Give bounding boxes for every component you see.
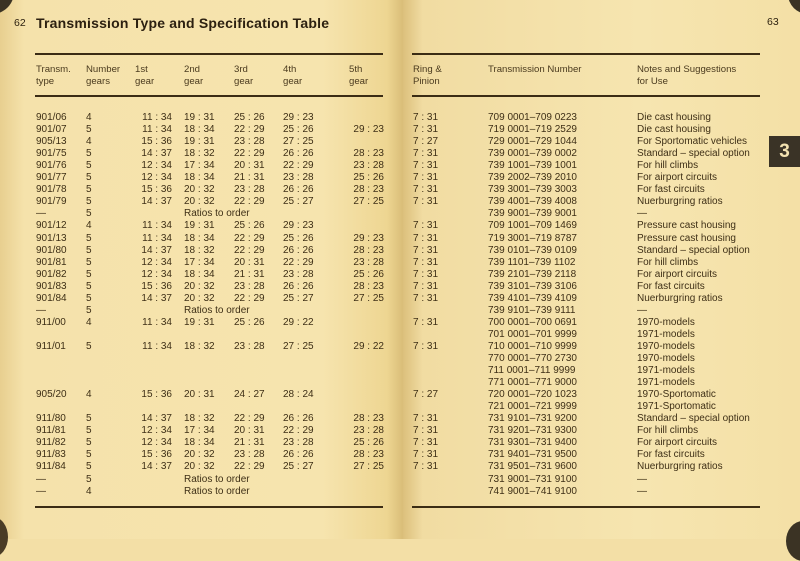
transmission-number-range: 739 1001–739 1001 (488, 160, 577, 172)
gear-ratio-g5: 29 : 23 (353, 232, 384, 244)
ratios-note: Ratios to order (184, 473, 250, 485)
ring-pinion-ratio: 7 : 27 (413, 389, 439, 401)
usage-note: 1970-Sportomatic (637, 389, 716, 401)
transmission-type: 911/83 (36, 449, 66, 461)
gear-ratio-g3: 21 : 31 (234, 437, 265, 449)
page-corner-shadow (0, 517, 8, 557)
gear-ratio-g2: 18 : 34 (184, 124, 215, 136)
gear-ratio-g3: 22 : 29 (234, 196, 265, 208)
gear-ratio-g1: 11 : 34 (142, 220, 172, 232)
gear-ratio-g1: 15 : 36 (141, 389, 172, 401)
gear-ratio-g3: 25 : 26 (234, 220, 265, 232)
gear-ratio-g1: 12 : 34 (141, 160, 172, 172)
gear-ratio-g2: 20 : 32 (184, 184, 215, 196)
gear-ratio-g1: 12 : 34 (141, 437, 172, 449)
transmission-number-range: 739 3001–739 3003 (488, 184, 577, 196)
page-number-right: 63 (767, 16, 779, 28)
transmission-number-range: 719 0001–719 2529 (488, 124, 577, 136)
transmission-type: 901/83 (36, 280, 67, 292)
gear-ratio-g2: 20 : 32 (184, 280, 215, 292)
gear-ratio-g1: 14 : 37 (141, 148, 172, 160)
gear-ratio-g4: 26 : 26 (283, 449, 314, 461)
gear-ratio-g3: 25 : 26 (234, 316, 265, 328)
gear-ratio-g3: 20 : 31 (234, 160, 265, 172)
number-of-gears: 5 (86, 256, 92, 268)
usage-note: Standard – special option (637, 244, 750, 256)
usage-note: — (637, 485, 647, 497)
column-header-g4: 4th (283, 64, 297, 75)
gear-ratio-g4: 26 : 26 (283, 280, 314, 292)
gear-ratio-g1: 11 : 34 (142, 112, 172, 123)
usage-note: For fast circuits (637, 280, 705, 292)
gear-ratio-g5: 27 : 25 (353, 292, 384, 304)
right-page (403, 0, 800, 539)
gear-ratio-g3: 23 : 28 (234, 340, 265, 352)
page-title: Transmission Type and Specification Table (36, 15, 330, 31)
gear-ratio-g3: 22 : 29 (234, 124, 265, 136)
column-header-g5: 5th (349, 64, 363, 75)
page-number-left: 62 (14, 17, 26, 29)
transmission-type: — (36, 473, 46, 485)
number-of-gears: 4 (86, 316, 92, 328)
page-corner-shadow (786, 521, 800, 561)
ring-pinion-ratio: 7 : 31 (413, 196, 439, 208)
transmission-type: 911/84 (36, 461, 66, 473)
gear-ratio-g2: 20 : 31 (184, 389, 215, 401)
gear-ratio-g4: 25 : 26 (283, 124, 314, 136)
gear-ratio-g5: 27 : 25 (353, 196, 384, 208)
transmission-type: 901/80 (36, 244, 67, 256)
gear-ratio-g1: 15 : 36 (141, 280, 172, 292)
transmission-type: — (36, 208, 46, 220)
gear-ratio-g4: 25 : 27 (283, 461, 314, 473)
gear-ratio-g5: 28 : 23 (353, 244, 384, 256)
transmission-number-range: 701 0001–701 9999 (488, 328, 577, 340)
gear-ratio-g4: 23 : 28 (283, 268, 314, 280)
number-of-gears: 4 (86, 485, 92, 497)
usage-note: Die cast housing (637, 124, 711, 136)
gear-ratio-g2: 20 : 32 (184, 449, 215, 461)
transmission-type: 901/84 (36, 292, 67, 304)
number-of-gears: 5 (86, 461, 92, 473)
gear-ratio-g2: 20 : 32 (184, 461, 215, 473)
usage-note: For airport circuits (637, 268, 718, 280)
transmission-number-range: 731 9001–731 9100 (488, 473, 577, 485)
gear-ratio-g4: 25 : 26 (283, 232, 314, 244)
number-of-gears: 5 (86, 425, 92, 437)
top-rule-right (412, 53, 760, 55)
gear-ratio-g2: 18 : 34 (184, 437, 215, 449)
usage-note: For hill climbs (637, 160, 699, 172)
gear-ratio-g3: 20 : 31 (234, 425, 265, 437)
gear-ratio-g5: 28 : 23 (353, 184, 384, 196)
ring-pinion-ratio: 7 : 31 (413, 220, 439, 232)
gear-ratio-g3: 23 : 28 (234, 136, 265, 148)
gear-ratio-g5: 23 : 28 (353, 256, 384, 268)
transmission-type: — (36, 485, 46, 497)
usage-note: — (637, 473, 647, 485)
gear-ratio-g3: 23 : 28 (234, 280, 265, 292)
bottom-rule-left (35, 506, 383, 508)
usage-note: 1971-models (637, 328, 695, 340)
number-of-gears: 5 (86, 304, 92, 316)
number-of-gears: 5 (86, 184, 92, 196)
transmission-type: 911/01 (36, 340, 66, 352)
number-of-gears: 5 (86, 473, 92, 485)
transmission-type: 901/13 (36, 232, 67, 244)
number-of-gears: 5 (86, 437, 92, 449)
gear-ratio-g5: 28 : 23 (353, 449, 384, 461)
gear-ratio-g1: 11 : 34 (142, 340, 172, 352)
gear-ratio-g2: 17 : 34 (184, 160, 215, 172)
gear-ratio-g2: 17 : 34 (184, 256, 215, 268)
gear-ratio-g2: 18 : 32 (184, 244, 215, 256)
usage-note: — (637, 208, 647, 220)
usage-note: For hill climbs (637, 256, 699, 268)
column-header-g5: gear (349, 76, 369, 87)
usage-note: For Sportomatic vehicles (637, 136, 748, 148)
gear-ratio-g1: 12 : 34 (141, 425, 172, 437)
header-rule-right (412, 95, 760, 97)
usage-note: Standard – special option (637, 148, 750, 160)
gear-ratio-g1: 11 : 34 (142, 232, 172, 244)
gear-ratio-g5: 28 : 23 (353, 413, 384, 425)
gear-ratio-g4: 26 : 26 (283, 244, 314, 256)
number-of-gears: 5 (86, 148, 92, 160)
ring-pinion-ratio: 7 : 31 (413, 340, 439, 352)
gear-ratio-g5: 29 : 22 (353, 340, 384, 352)
transmission-type: 901/82 (36, 268, 67, 280)
transmission-number-range: 741 9001–741 9100 (488, 485, 577, 497)
gear-ratio-g2: 17 : 34 (184, 425, 215, 437)
gear-ratio-g1: 11 : 34 (142, 124, 172, 136)
number-of-gears: 5 (86, 196, 92, 208)
usage-note: For airport circuits (637, 437, 718, 449)
gear-ratio-g4: 25 : 27 (283, 196, 314, 208)
number-of-gears: 4 (86, 389, 92, 401)
gear-ratio-g1: 15 : 36 (141, 449, 172, 461)
column-header-type: Transm. (36, 64, 71, 75)
ring-pinion-ratio: 7 : 31 (413, 160, 439, 172)
ring-pinion-ratio: 7 : 31 (413, 449, 439, 461)
gear-ratio-g1: 14 : 37 (141, 413, 172, 425)
ring-pinion-ratio: 7 : 31 (413, 280, 439, 292)
usage-note: For fast circuits (637, 449, 705, 461)
transmission-type: 911/82 (36, 437, 66, 449)
transmission-number-range: 731 9401–731 9500 (488, 449, 577, 461)
transmission-number-range: 709 0001–709 0223 (488, 112, 577, 123)
usage-note: Nuerburgring ratios (637, 292, 723, 304)
transmission-type: 901/78 (36, 184, 67, 196)
gear-ratio-g1: 14 : 37 (141, 244, 172, 256)
ring-pinion-ratio: 7 : 31 (413, 413, 439, 425)
usage-note: Pressure cast housing (637, 232, 736, 244)
transmission-number-range: 731 9301–731 9400 (488, 437, 577, 449)
transmission-type: 901/76 (36, 160, 67, 172)
transmission-type: 905/13 (36, 136, 67, 148)
gear-ratio-g4: 29 : 23 (283, 220, 314, 232)
usage-note: 1971-Sportomatic (637, 401, 716, 413)
top-rule-left (35, 53, 383, 55)
ring-pinion-ratio: 7 : 31 (413, 461, 439, 473)
transmission-number-range: 719 3001–719 8787 (488, 232, 577, 244)
gear-ratio-g2: 18 : 32 (184, 148, 215, 160)
gear-ratio-g3: 20 : 31 (234, 256, 265, 268)
usage-note: 1971-models (637, 365, 695, 377)
gear-ratio-g2: 18 : 34 (184, 172, 215, 184)
transmission-number-range: 770 0001–770 2730 (488, 353, 577, 364)
gear-ratio-g5: 25 : 26 (353, 437, 384, 449)
gear-ratio-g4: 26 : 26 (283, 413, 314, 425)
gear-ratio-g3: 23 : 28 (234, 449, 265, 461)
gear-ratio-g5: 25 : 26 (353, 172, 384, 184)
transmission-number-range: 729 0001–729 1044 (488, 136, 577, 148)
usage-note: For fast circuits (637, 184, 705, 196)
number-of-gears: 5 (86, 268, 92, 280)
gear-ratio-g1: 12 : 34 (141, 256, 172, 268)
column-header-gears: gears (86, 76, 110, 87)
number-of-gears: 5 (86, 244, 92, 256)
gear-ratio-g2: 19 : 31 (184, 136, 215, 148)
transmission-type: 901/06 (36, 112, 67, 123)
column-header-g1: gear (135, 76, 155, 87)
transmission-number-range: 721 0001–721 9999 (488, 401, 577, 413)
gear-ratio-g5: 23 : 28 (353, 425, 384, 437)
usage-note: 1971-models (637, 377, 695, 389)
number-of-gears: 5 (86, 232, 92, 244)
gear-ratio-g3: 23 : 28 (234, 184, 265, 196)
gear-ratio-g4: 26 : 26 (283, 184, 314, 196)
ring-pinion-ratio: 7 : 31 (413, 437, 439, 449)
number-of-gears: 5 (86, 208, 92, 220)
ring-pinion-ratio: 7 : 31 (413, 316, 439, 328)
transmission-type: 901/75 (36, 148, 67, 160)
usage-note: 1970-models (637, 353, 695, 364)
usage-note: Pressure cast housing (637, 220, 736, 232)
gear-ratio-g2: 19 : 31 (184, 316, 215, 328)
transmission-type: 911/80 (36, 413, 66, 425)
gear-ratio-g4: 26 : 26 (283, 148, 314, 160)
usage-note: For airport circuits (637, 172, 718, 184)
transmission-type: 901/12 (36, 220, 67, 232)
gear-ratio-g3: 25 : 26 (234, 112, 265, 123)
number-of-gears: 5 (86, 124, 92, 136)
transmission-type: 901/07 (36, 124, 67, 136)
ring-pinion-ratio: 7 : 31 (413, 256, 439, 268)
gear-ratio-g4: 23 : 28 (283, 172, 314, 184)
gear-ratio-g5: 25 : 26 (353, 268, 384, 280)
column-header-ring: Pinion (413, 76, 440, 87)
number-of-gears: 5 (86, 292, 92, 304)
transmission-number-range: 731 9501–731 9600 (488, 461, 577, 473)
transmission-number-range: 720 0001–720 1023 (488, 389, 577, 401)
transmission-type: 901/79 (36, 196, 67, 208)
column-header-g1: 1st (135, 64, 148, 75)
transmission-number-range: 711 0001–711 9999 (488, 365, 576, 377)
transmission-number-range: 739 2002–739 2010 (488, 172, 577, 184)
gear-ratio-g2: 18 : 32 (184, 340, 215, 352)
gear-ratio-g1: 12 : 34 (141, 268, 172, 280)
gear-ratio-g5: 23 : 28 (353, 160, 384, 172)
column-header-g3: gear (234, 76, 254, 87)
gear-ratio-g3: 22 : 29 (234, 148, 265, 160)
number-of-gears: 5 (86, 449, 92, 461)
column-header-g4: gear (283, 76, 303, 87)
transmission-number-range: 739 9101–739 9111 (488, 304, 576, 316)
column-header-notes: Notes and Suggestions (637, 64, 737, 75)
transmission-number-range: 739 1101–739 1102 (488, 256, 576, 268)
usage-note: — (637, 304, 647, 316)
gear-ratio-g3: 22 : 29 (234, 461, 265, 473)
usage-note: 1970-models (637, 316, 695, 328)
ring-pinion-ratio: 7 : 31 (413, 232, 439, 244)
ring-pinion-ratio: 7 : 31 (413, 268, 439, 280)
usage-note: Standard – special option (637, 413, 750, 425)
gear-ratio-g3: 22 : 29 (234, 292, 265, 304)
column-header-g3: 3rd (234, 64, 248, 75)
usage-note: Nuerburgring ratios (637, 461, 723, 473)
gear-ratio-g3: 24 : 27 (234, 389, 265, 401)
transmission-number-range: 710 0001–710 9999 (488, 340, 577, 352)
gear-ratio-g4: 27 : 25 (283, 340, 314, 352)
transmission-number-range: 739 3101–739 3106 (488, 280, 577, 292)
gear-ratio-g5: 28 : 23 (353, 148, 384, 160)
gear-ratio-g1: 15 : 36 (141, 184, 172, 196)
gear-ratio-g1: 11 : 34 (142, 316, 172, 328)
gear-ratio-g2: 18 : 34 (184, 268, 215, 280)
gear-ratio-g4: 23 : 28 (283, 437, 314, 449)
gear-ratio-g4: 22 : 29 (283, 425, 314, 437)
gear-ratio-g1: 15 : 36 (141, 136, 172, 148)
ring-pinion-ratio: 7 : 31 (413, 292, 439, 304)
number-of-gears: 4 (86, 136, 92, 148)
gear-ratio-g3: 22 : 29 (234, 413, 265, 425)
gear-ratio-g4: 29 : 22 (283, 316, 314, 328)
transmission-type: 911/00 (36, 316, 66, 328)
page-corner-shadow (0, 0, 14, 14)
gear-ratio-g4: 22 : 29 (283, 256, 314, 268)
transmission-type: 905/20 (36, 389, 67, 401)
ring-pinion-ratio: 7 : 31 (413, 112, 439, 123)
gear-ratio-g2: 20 : 32 (184, 196, 215, 208)
number-of-gears: 5 (86, 172, 92, 184)
transmission-number-range: 700 0001–700 0691 (488, 316, 577, 328)
ring-pinion-ratio: 7 : 31 (413, 184, 439, 196)
number-of-gears: 4 (86, 220, 92, 232)
column-header-g2: gear (184, 76, 204, 87)
transmission-number-range: 739 9001–739 9001 (488, 208, 577, 220)
column-header-notes: for Use (637, 76, 668, 87)
gear-ratio-g3: 22 : 29 (234, 244, 265, 256)
header-rule-left (35, 95, 383, 97)
number-of-gears: 4 (86, 112, 92, 123)
ring-pinion-ratio: 7 : 31 (413, 425, 439, 437)
gear-ratio-g1: 12 : 34 (141, 172, 172, 184)
gear-ratio-g4: 25 : 27 (283, 292, 314, 304)
transmission-type: 901/77 (36, 172, 67, 184)
ring-pinion-ratio: 7 : 31 (413, 172, 439, 184)
ring-pinion-ratio: 7 : 31 (413, 148, 439, 160)
usage-note: Die cast housing (637, 112, 711, 123)
column-header-ring: Ring & (413, 64, 442, 75)
bottom-rule-right (412, 506, 760, 508)
gear-ratio-g3: 21 : 31 (234, 172, 265, 184)
section-tab: 3 (769, 136, 800, 167)
transmission-number-range: 739 4101–739 4109 (488, 292, 577, 304)
gear-ratio-g2: 20 : 32 (184, 292, 215, 304)
gear-ratio-g5: 27 : 25 (353, 461, 384, 473)
transmission-number-range: 739 0101–739 0109 (488, 244, 577, 256)
transmission-type: 901/81 (36, 256, 67, 268)
transmission-number-range: 739 0001–739 0002 (488, 148, 577, 160)
transmission-number-range: 771 0001–771 9000 (488, 377, 577, 389)
gear-ratio-g4: 27 : 25 (283, 136, 314, 148)
gear-ratio-g4: 22 : 29 (283, 160, 314, 172)
gear-ratio-g5: 28 : 23 (353, 280, 384, 292)
gear-ratio-g1: 14 : 37 (141, 292, 172, 304)
usage-note: For hill climbs (637, 425, 699, 437)
gear-ratio-g5: 29 : 23 (353, 124, 384, 136)
ratios-note: Ratios to order (184, 304, 250, 316)
number-of-gears: 5 (86, 280, 92, 292)
column-header-g2: 2nd (184, 64, 201, 75)
ratios-note: Ratios to order (184, 208, 250, 220)
gear-ratio-g3: 21 : 31 (234, 268, 265, 280)
transmission-number-range: 731 9201–731 9300 (488, 425, 577, 437)
page-corner-shadow (788, 0, 800, 14)
ring-pinion-ratio: 7 : 31 (413, 124, 439, 136)
gear-ratio-g2: 18 : 32 (184, 413, 215, 425)
transmission-type: 911/81 (36, 425, 66, 437)
gear-ratio-g1: 14 : 37 (141, 461, 172, 473)
transmission-number-range: 731 9101–731 9200 (488, 413, 577, 425)
gear-ratio-g2: 18 : 34 (184, 232, 215, 244)
ring-pinion-ratio: 7 : 27 (413, 136, 439, 148)
number-of-gears: 5 (86, 340, 92, 352)
gear-ratio-g2: 19 : 31 (184, 220, 215, 232)
gear-ratio-g4: 29 : 23 (283, 112, 314, 123)
number-of-gears: 5 (86, 413, 92, 425)
transmission-number-range: 739 2101–739 2118 (488, 268, 577, 280)
gear-ratio-g1: 14 : 37 (141, 196, 172, 208)
gear-ratio-g4: 28 : 24 (283, 389, 314, 401)
ring-pinion-ratio: 7 : 31 (413, 244, 439, 256)
transmission-number-range: 739 4001–739 4008 (488, 196, 577, 208)
gear-ratio-g2: 19 : 31 (184, 112, 215, 123)
column-header-number: Transmission Number (488, 64, 582, 75)
usage-note: 1970-models (637, 340, 695, 352)
transmission-type: — (36, 304, 46, 316)
ratios-note: Ratios to order (184, 485, 250, 497)
column-header-gears: Number (86, 64, 121, 75)
transmission-number-range: 709 1001–709 1469 (488, 220, 577, 232)
number-of-gears: 5 (86, 160, 92, 172)
gear-ratio-g3: 22 : 29 (234, 232, 265, 244)
column-header-type: type (36, 76, 55, 87)
usage-note: Nuerburgring ratios (637, 196, 723, 208)
